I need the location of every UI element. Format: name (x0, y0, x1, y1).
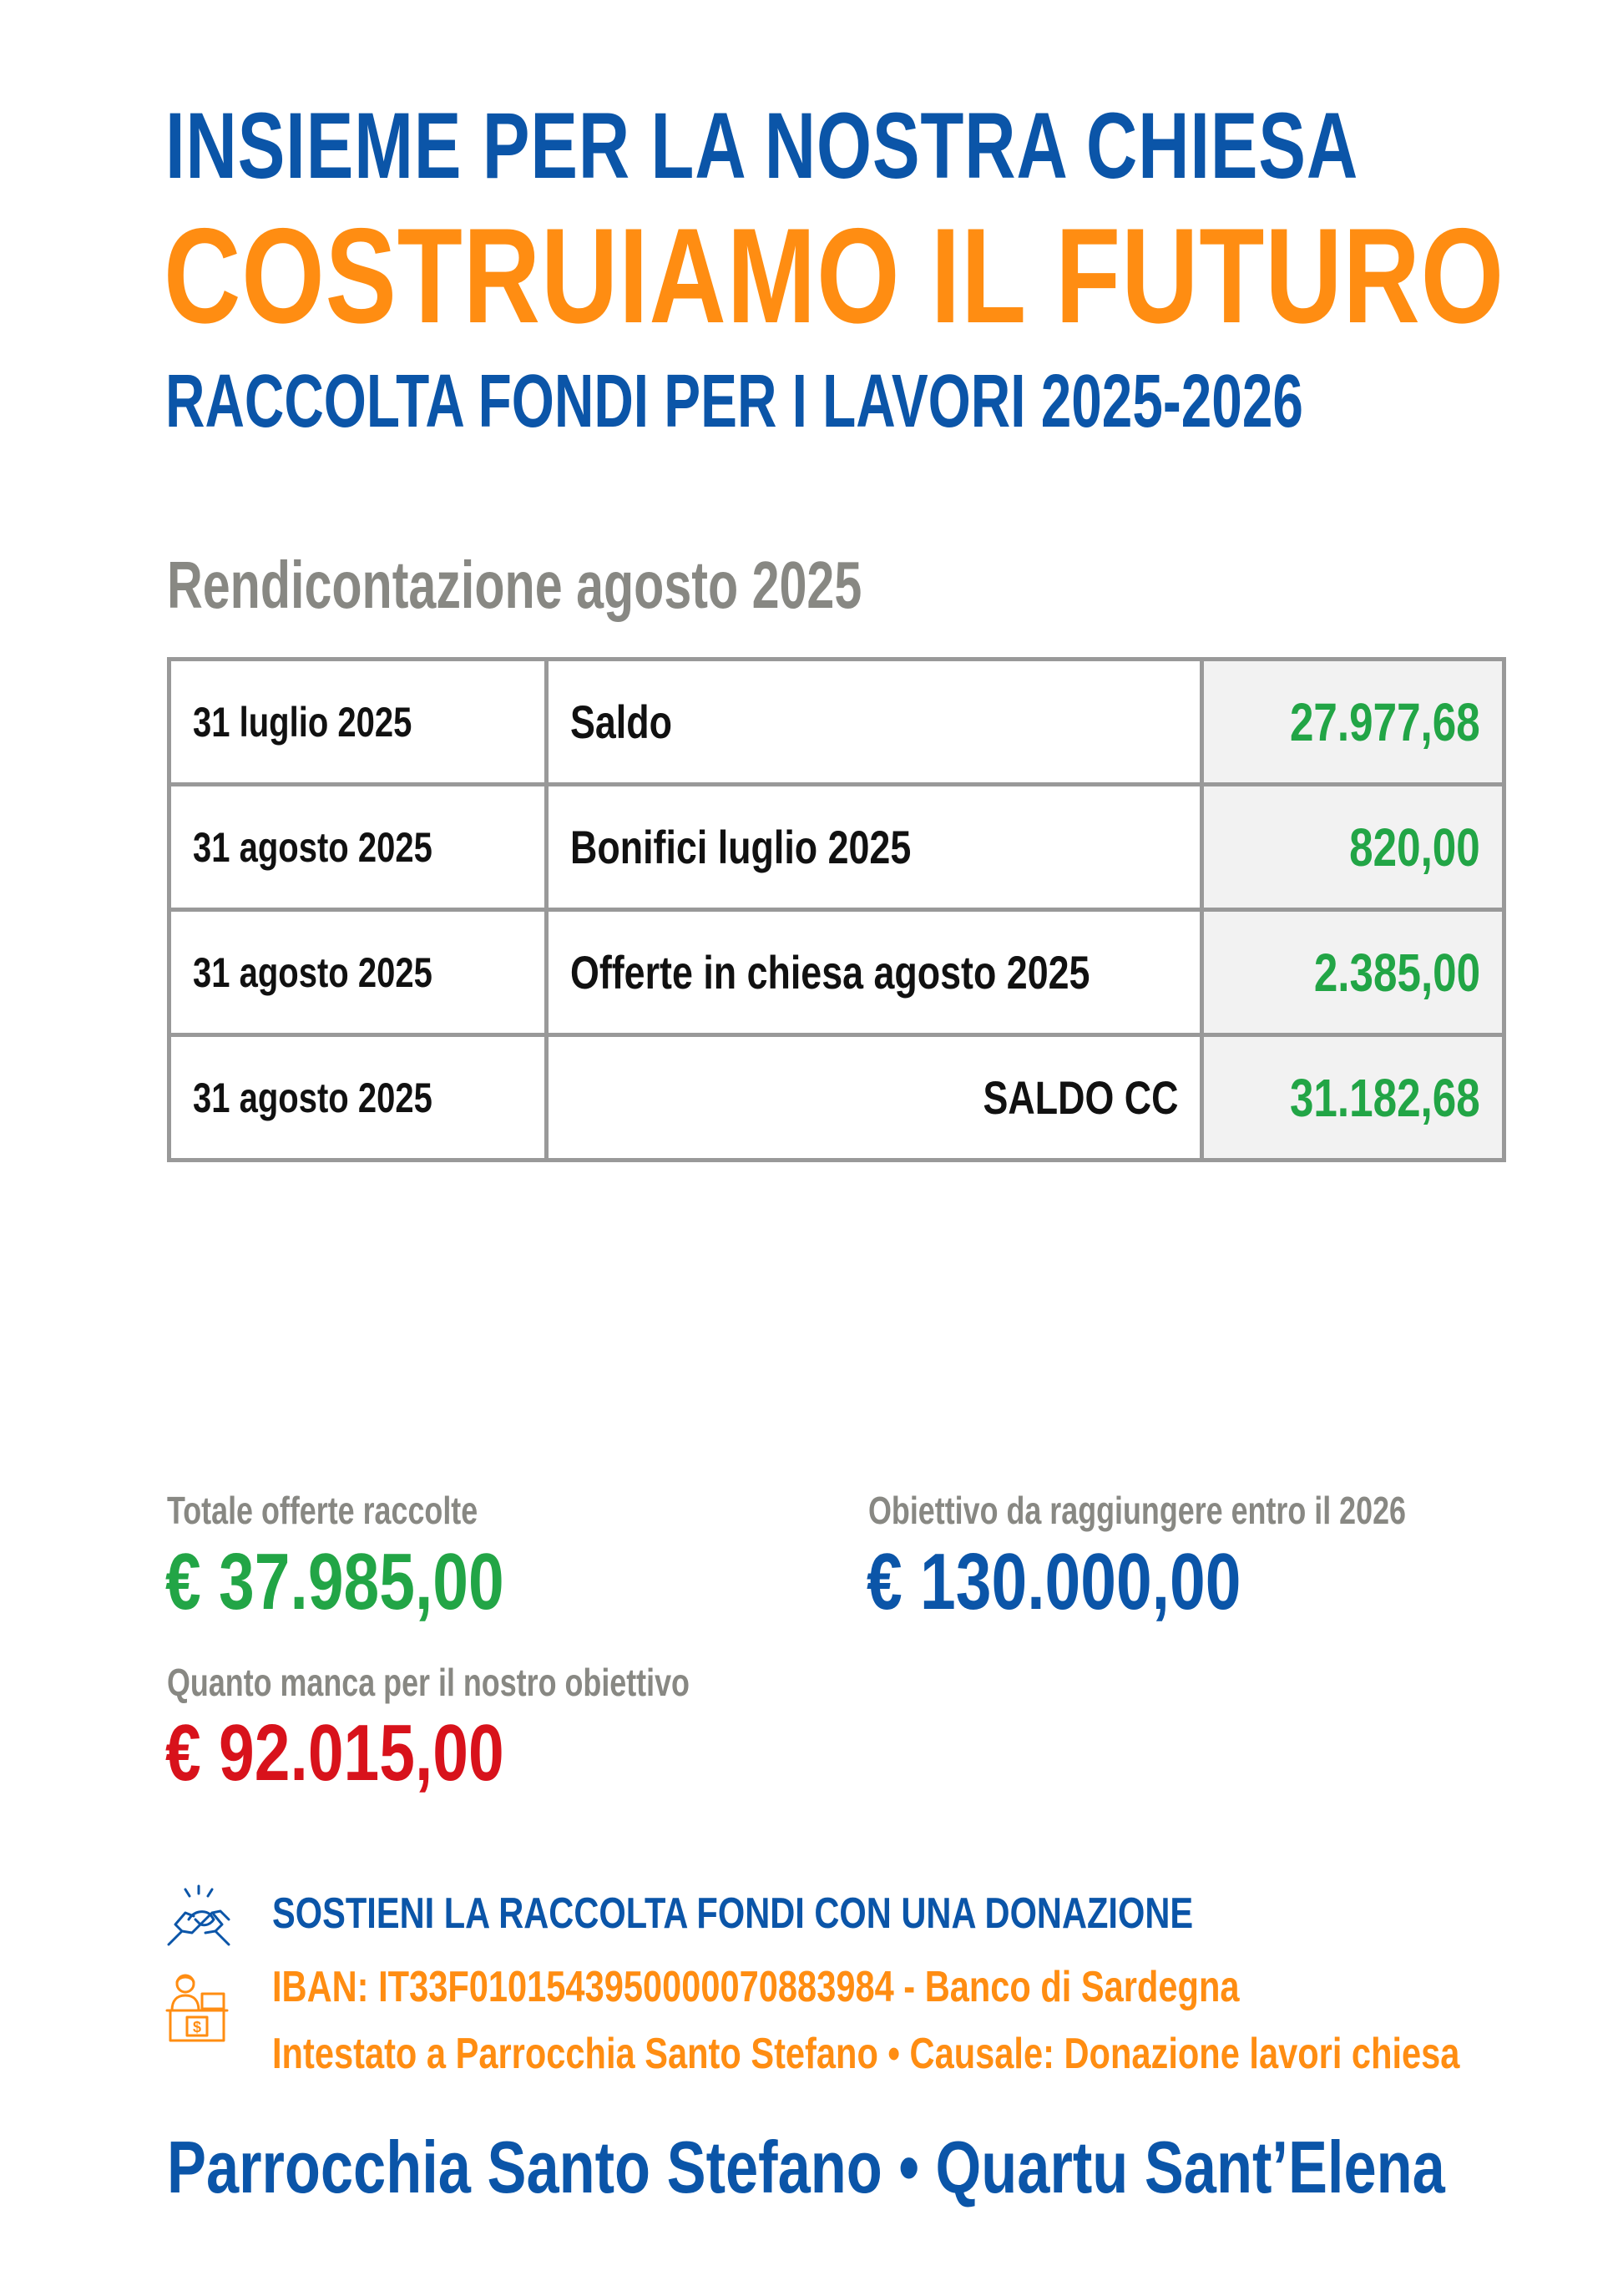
report-table (167, 657, 1506, 1162)
report-title: Rendicontazione agosto 2025 (167, 548, 862, 622)
missing-value: € 92.015,00 (165, 1708, 504, 1798)
table-row (169, 785, 1504, 910)
row-date: 31 agosto 2025 (193, 948, 432, 996)
row-description: SALDO CC (983, 1071, 1178, 1124)
row-date: 31 agosto 2025 (193, 1074, 432, 1121)
svg-text:$: $ (192, 2019, 202, 2036)
handshake-icon (164, 1883, 234, 1953)
headline-line-3: RACCOLTA FONDI PER I LAVORI 2025-2026 (165, 360, 1303, 443)
donation-call-to-action: SOSTIENI LA RACCOLTA FONDI CON UNA DONAZIONE (272, 1889, 1194, 1938)
iban-line: IBAN: IT33F0101543950000070883984 - Banco di Sardegna (272, 1963, 1240, 2011)
table-row (169, 1035, 1504, 1161)
missing-label: Quanto manca per il nostro obiettivo (167, 1661, 690, 1704)
table-row (169, 910, 1504, 1035)
goal-label: Obiettivo da raggiungere entro il 2026 (868, 1489, 1407, 1532)
goal-value: € 130.000,00 (867, 1537, 1241, 1626)
collected-label: Totale offerte raccolte (167, 1489, 478, 1532)
row-amount: 2.385,00 (1313, 942, 1480, 1003)
row-description: Offerte in chiesa agosto 2025 (570, 946, 1090, 999)
headline-line-1: INSIEME PER LA NOSTRA CHIESA (165, 94, 1359, 198)
row-amount: 31.182,68 (1290, 1067, 1480, 1128)
account-holder-line: Intestato a Parrocchia Santo Stefano • Causale: Donazione lavori chiesa (272, 2030, 1460, 2078)
parish-footer: Parrocchia Santo Stefano • Quartu Sant’Elena (167, 2126, 1445, 2208)
row-amount: 27.977,68 (1290, 691, 1480, 752)
headline-line-2: COSTRUIAMO IL FUTURO (164, 200, 1504, 351)
row-amount: 820,00 (1349, 817, 1480, 877)
row-description: Bonifici luglio 2025 (570, 821, 912, 873)
bank-teller-icon (164, 1970, 230, 2047)
table-row (169, 660, 1504, 785)
row-date: 31 agosto 2025 (193, 823, 432, 871)
collected-value: € 37.985,00 (165, 1537, 504, 1626)
row-date: 31 luglio 2025 (193, 698, 412, 746)
row-description: Saldo (570, 695, 672, 748)
